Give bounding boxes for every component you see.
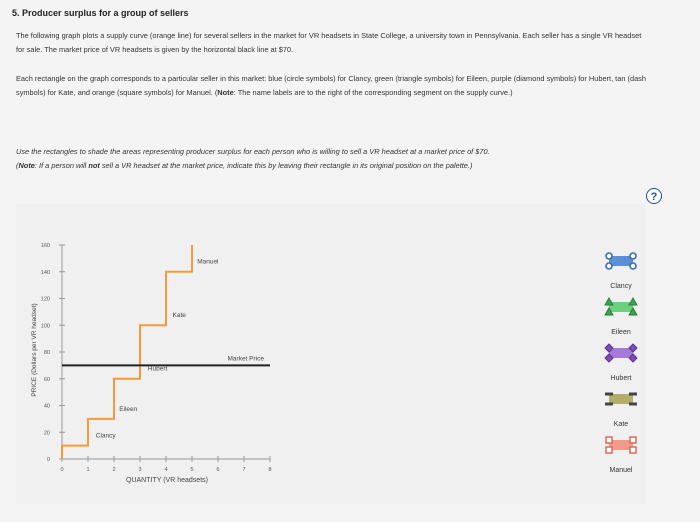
y-tick-label: 20	[43, 430, 50, 437]
instr-text-a: Use the rectangles to shade the areas representing producer surplus for each person who is willing to sell a VR headset at a market price of $70.	[16, 147, 490, 156]
y-tick-label: 60	[43, 376, 50, 383]
palette-label: Eileen	[611, 329, 631, 336]
segment-label-clancy: Clancy	[95, 432, 116, 440]
y-tick-label: 120	[40, 296, 50, 303]
sellers-text-a: Each rectangle on the graph corresponds to a particular seller in this market: blue (circle symbols) for Clancy, green (triangle symbols) for Eileen, purple (diamond symbols) for Hubert, tan (dash symbols) for Kate, and orange (square symbols) for Manuel. (	[16, 74, 646, 97]
instructions: Use the rectangles to shade the areas representing producer surplus for each person who is willing to sell a VR headset at a market price of $70. (Note: If a person will not sell a VR headset at the market price, indicate this by leaving their rectangle in its original position on the palette.)	[16, 147, 490, 170]
triangle-symbol-icon	[601, 296, 641, 318]
segment-label-kate: Kate	[172, 312, 186, 320]
x-tick-label: 7	[242, 467, 246, 473]
x-tick-label: 2	[112, 467, 116, 473]
market-price-label: Market Price	[227, 355, 264, 363]
square-corner-handle	[606, 437, 612, 443]
graph-panel	[16, 204, 646, 504]
y-axis-label: PRICE (Dollars per VR headset)	[31, 303, 38, 397]
palette-label: Kate	[613, 421, 629, 428]
y-tick-label: 40	[43, 403, 50, 410]
palette-item-manuel[interactable]	[578, 434, 664, 474]
segment-label-hubert: Hubert	[147, 365, 168, 373]
dash-corner-handle	[605, 403, 613, 406]
diamond-symbol-icon	[601, 342, 641, 364]
x-tick-label: 5	[190, 467, 194, 473]
palette-label: Hubert	[610, 375, 632, 382]
x-axis-label: QUANTITY (VR headsets)	[126, 477, 208, 484]
dash-corner-handle	[629, 393, 637, 396]
circle-corner-handle	[630, 253, 636, 259]
y-tick-label: 160	[40, 243, 50, 249]
circle-symbol-icon	[601, 250, 641, 272]
palette-item-kate[interactable]	[578, 388, 664, 428]
triangle-corner-handle	[605, 298, 613, 305]
instr-not: not	[88, 161, 100, 170]
square-corner-handle	[630, 437, 636, 443]
y-tick-label: 100	[40, 323, 50, 330]
dash-corner-handle	[629, 403, 637, 406]
instr-text-b: : If a person will	[34, 161, 89, 170]
square-corner-handle	[630, 447, 636, 453]
x-tick-label: 0	[60, 467, 64, 473]
x-tick-label: 1	[86, 467, 90, 473]
y-tick-label: 0	[46, 457, 50, 463]
intro-paragraph: The following graph plots a supply curve (orange line) for several sellers in the market for VR headsets in State College, a university town in Pennsylvania. Each seller has a single VR headset for sale. The market price of VR headsets is given by the horizontal black line at $70.	[16, 31, 642, 54]
x-tick-label: 4	[164, 467, 168, 473]
circle-corner-handle	[606, 253, 612, 259]
palette-label: Clancy	[610, 283, 632, 290]
square-symbol-icon	[601, 434, 641, 456]
segment-label-eileen: Eileen	[119, 405, 138, 413]
y-tick-label: 80	[43, 350, 50, 356]
palette-item-clancy[interactable]	[578, 250, 664, 290]
sellers-paragraph	[16, 72, 646, 100]
y-tick-label: 140	[40, 269, 50, 276]
palette-label: Manuel	[609, 467, 633, 474]
circle-corner-handle	[630, 263, 636, 269]
x-tick-label: 8	[268, 467, 272, 473]
instr-note-label: Note	[18, 161, 35, 170]
instr-text-c: sell a VR headset at the market price, indicate this by leaving their rectangle in its original position on the palette.)	[99, 161, 473, 170]
sellers-text-b: : The name labels are to the right of the corresponding segment on the supply curve.)	[233, 88, 513, 97]
palette-item-eileen[interactable]	[578, 296, 664, 336]
triangle-corner-handle	[629, 298, 637, 305]
palette-item-hubert[interactable]	[578, 342, 664, 382]
square-corner-handle	[606, 447, 612, 453]
help-icon[interactable]: ?	[646, 188, 662, 204]
question-title: 5. Producer surplus for a group of sellers	[12, 8, 189, 18]
segment-label-manuel: Manuel	[197, 258, 219, 266]
dash-corner-handle	[605, 393, 613, 396]
x-tick-label: 6	[216, 467, 220, 473]
x-tick-label: 3	[138, 467, 142, 473]
circle-corner-handle	[606, 263, 612, 269]
note-label: Note	[217, 88, 234, 97]
dash-symbol-icon	[601, 388, 641, 410]
